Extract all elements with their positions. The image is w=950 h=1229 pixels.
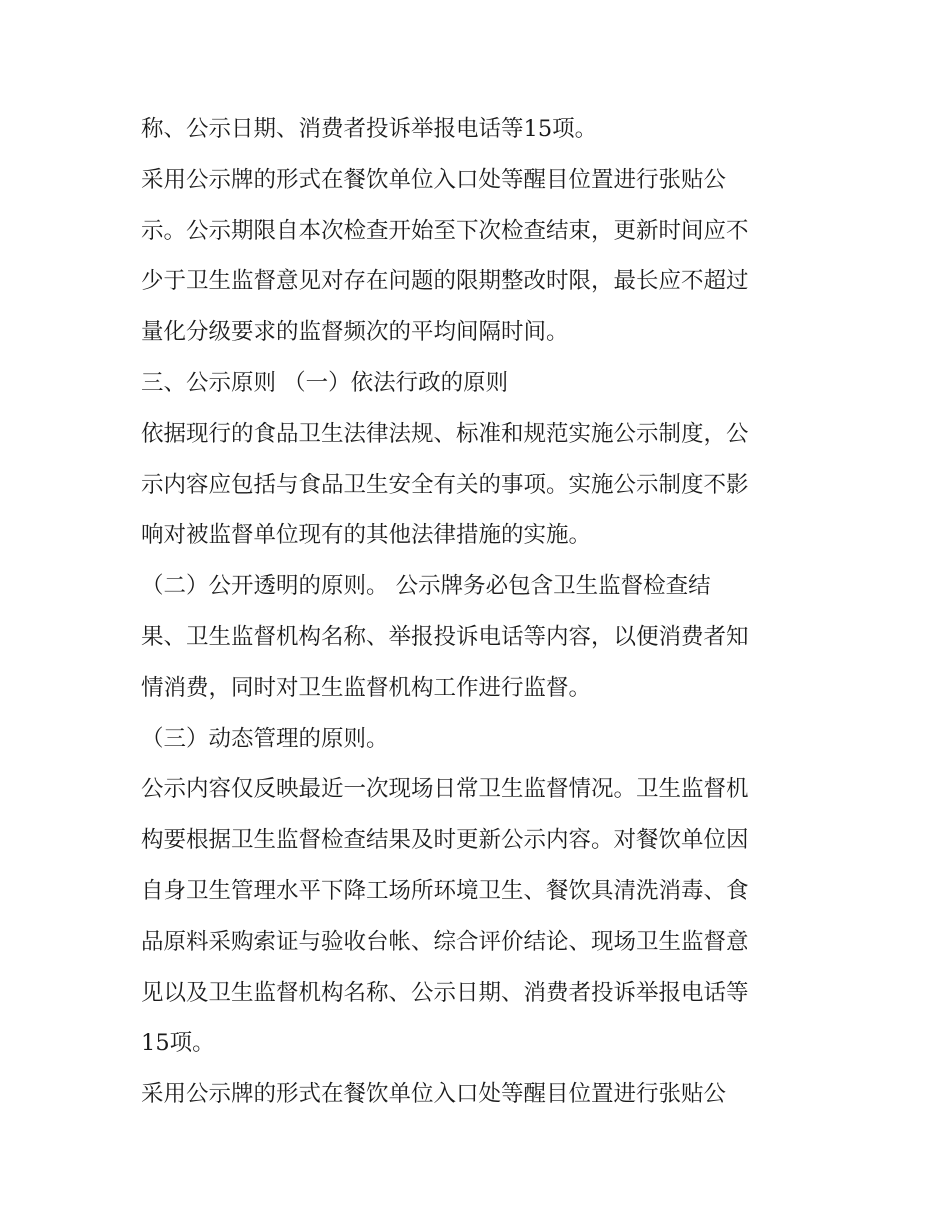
- text-line-16: 自身卫生管理水平下降工场所环境卫生、餐饮具清洗消毒、食: [141, 877, 749, 904]
- text-line-10: （二）公开透明的原则。 公示牌务必包含卫生监督检查结: [141, 573, 711, 600]
- text-line-12: 情消费，同时对卫生监督机构工作进行监督。: [141, 674, 592, 701]
- text-line-9: 响对被监督单位现有的其他法律措施的实施。: [141, 522, 592, 549]
- text-line-15: 构要根据卫生监督检查结果及时更新公示内容。对餐饮单位因: [141, 827, 749, 854]
- text-line-19: 15项。: [141, 1030, 215, 1057]
- text-line-17: 品原料采购索证与验收台帐、综合评价结论、现场卫生监督意: [141, 928, 749, 955]
- subsection-heading: （三）动态管理的原则。: [141, 725, 389, 752]
- document-body: [141, 104, 813, 1120]
- text-line-2: 采用公示牌的形式在餐饮单位入口处等醒目位置进行张贴公: [141, 166, 727, 193]
- text-line-8: 示内容应包括与食品卫生安全有关的事项。实施公示制度不影: [141, 471, 749, 498]
- section-heading: 三、公示原则 （一）依法行政的原则: [141, 369, 509, 396]
- text-line-11: 果、卫生监督机构名称、举报投诉电话等内容，以便消费者知: [141, 623, 749, 650]
- text-line-20: 采用公示牌的形式在餐饮单位入口处等醒目位置进行张贴公: [141, 1081, 727, 1108]
- text-line-3: 示。公示期限自本次检查开始至下次检查结束，更新时间应不: [141, 217, 749, 244]
- text-line-14: 公示内容仅反映最近一次现场日常卫生监督情况。卫生监督机: [141, 776, 749, 803]
- text-line-1: 称、公示日期、消费者投诉举报电话等15项。: [141, 116, 598, 142]
- text-line-4: 少于卫生监督意见对存在问题的限期整改时限，最长应不超过: [141, 268, 749, 295]
- text-line-18: 见以及卫生监督机构名称、公示日期、消费者投诉举报电话等: [141, 979, 749, 1006]
- text-line-5: 量化分级要求的监督频次的平均间隔时间。: [141, 319, 569, 346]
- text-line-7: 依据现行的食品卫生法律法规、标准和规范实施公示制度，公: [141, 420, 749, 447]
